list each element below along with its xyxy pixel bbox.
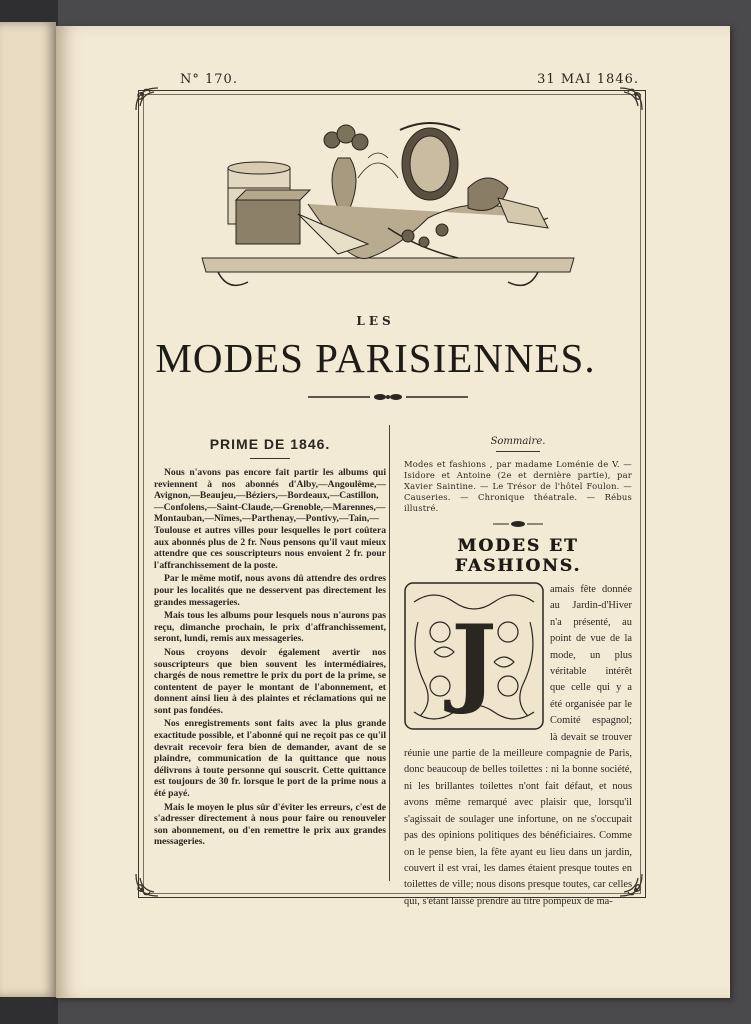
corner-flourish-icon	[616, 84, 646, 114]
issue-number: N° 170.	[180, 72, 238, 87]
masthead-title: MODES PARISIENNES.	[155, 335, 596, 381]
sommaire-text: Modes et fashions , par madame Loménie de V. — Isidore et Antoine (2e et dernière partie), par Xavier Saintine. — Le Trésor de l'hôtel Foulon. — Causeries. — Chronique théatrale. — Rébus illustré.	[404, 459, 632, 513]
initial-letter: J	[451, 604, 497, 717]
issue-date: 31 MAI 1846.	[537, 72, 639, 87]
prime-body	[154, 467, 386, 848]
sommaire-rule	[496, 451, 540, 452]
prime-paragraph: Mais le moyen le plus sûr d'éviter les erreurs, c'est de s'adresser directement à nous pour faire ou renouveler son abonnement, ou d'en remettre le prix aux grandes messageries.	[154, 801, 386, 848]
prime-title: PRIME DE 1846.	[209, 436, 331, 452]
prime-paragraph: Nous n'avons pas encore fait partir les albums qui reviennent à nos abonnés d'Alby,—Angoulême,—Avignon,—Beaujeu,—Béziers,—Bordeaux,—Castillon,—Confolens,—Saint-Claude,—Grenoble,—Marennes,—Montauban,—Nîmes,—Parthenay,—Pontivy,—Tain,—Toulouse et autres villes pour lesquelles le port coûtera aux abonnés plus de 2 fr. Nous pensons qu'il vaut mieux attendre que ces souscripteurs nous envoient 2 fr. pour l'affranchissement de la poste.	[154, 467, 386, 571]
column-divider	[389, 425, 390, 881]
sommaire-title: Sommaire.	[490, 436, 546, 447]
article-text: amais fête donnée au Jardin-d'Hiver n'a présenté, au point de vue de la mode, un plus véritable intérêt que celle qui y a été organisée par le Comité espagnol; là devait se trouver réunie une partie de la meilleure compagnie de Paris, donc beaucoup de belles toilettes : ni la bonne société, ni les brillantes toilettes n'ont fait défaut, et nous avons même remarqué avec plaisir que, lorsqu'il s'agissait de soulager une infortune, on ne s'occupait pas des opinions politiques des bénéficiaires. Comme on le pense bien, la fête ayant eu lieu dans un jardin, couvert il est vrai, les dames étaient presque toutes en toilettes de ville; nous disons presque toutes, car celles qui, s'étant laissé prendre au titre pompeux de ma-	[404, 584, 632, 907]
still-life-vignette	[198, 118, 578, 300]
title-rule	[250, 458, 290, 459]
article-column	[404, 436, 632, 910]
masthead-les: LES	[356, 314, 395, 328]
corner-flourish-icon	[132, 84, 162, 114]
prime-paragraph: Nos enregistrements sont faits avec la plus grande exactitude possible, et l'abonné qui ne reçoit pas ce qu'il devrait recevoir fera bien de demander, avant de se plaindre, communication de la quittance que nous délivrons à toute personne qui souscrit. Cette quittance est toujours de 30 fr. lorsque le port de la prime nous a été payé.	[154, 718, 386, 800]
masthead-ornament-rule	[308, 392, 468, 402]
corner-flourish-icon	[132, 870, 162, 900]
prime-paragraph: Mais tous les albums pour lesquels nous n'aurons pas reçu, dimanche prochain, le prix d'affranchissement, seront, lundi, remis aux messageries.	[154, 610, 386, 645]
section-ornament	[493, 520, 543, 528]
previous-page-edge	[0, 22, 56, 997]
decorative-initial	[404, 582, 544, 730]
prime-paragraph: Nous croyons devoir également avertir nos souscripteurs que bien souvent les intermédiaires, chargés de nous remettre le prix du port de la prime, se contentent de payer le montant de l'abonnement, et donnent ainsi lieu à des plaintes et réclamations qui ne sont pas fondées.	[154, 646, 386, 716]
prime-column	[154, 436, 386, 850]
prime-paragraph: Par le même motif, nous avons dû attendre des ordres pour les localités que ne desservent pas directement les grandes messageries.	[154, 573, 386, 608]
article-title: MODES ET FASHIONS.	[454, 536, 582, 576]
article-body	[404, 582, 632, 910]
